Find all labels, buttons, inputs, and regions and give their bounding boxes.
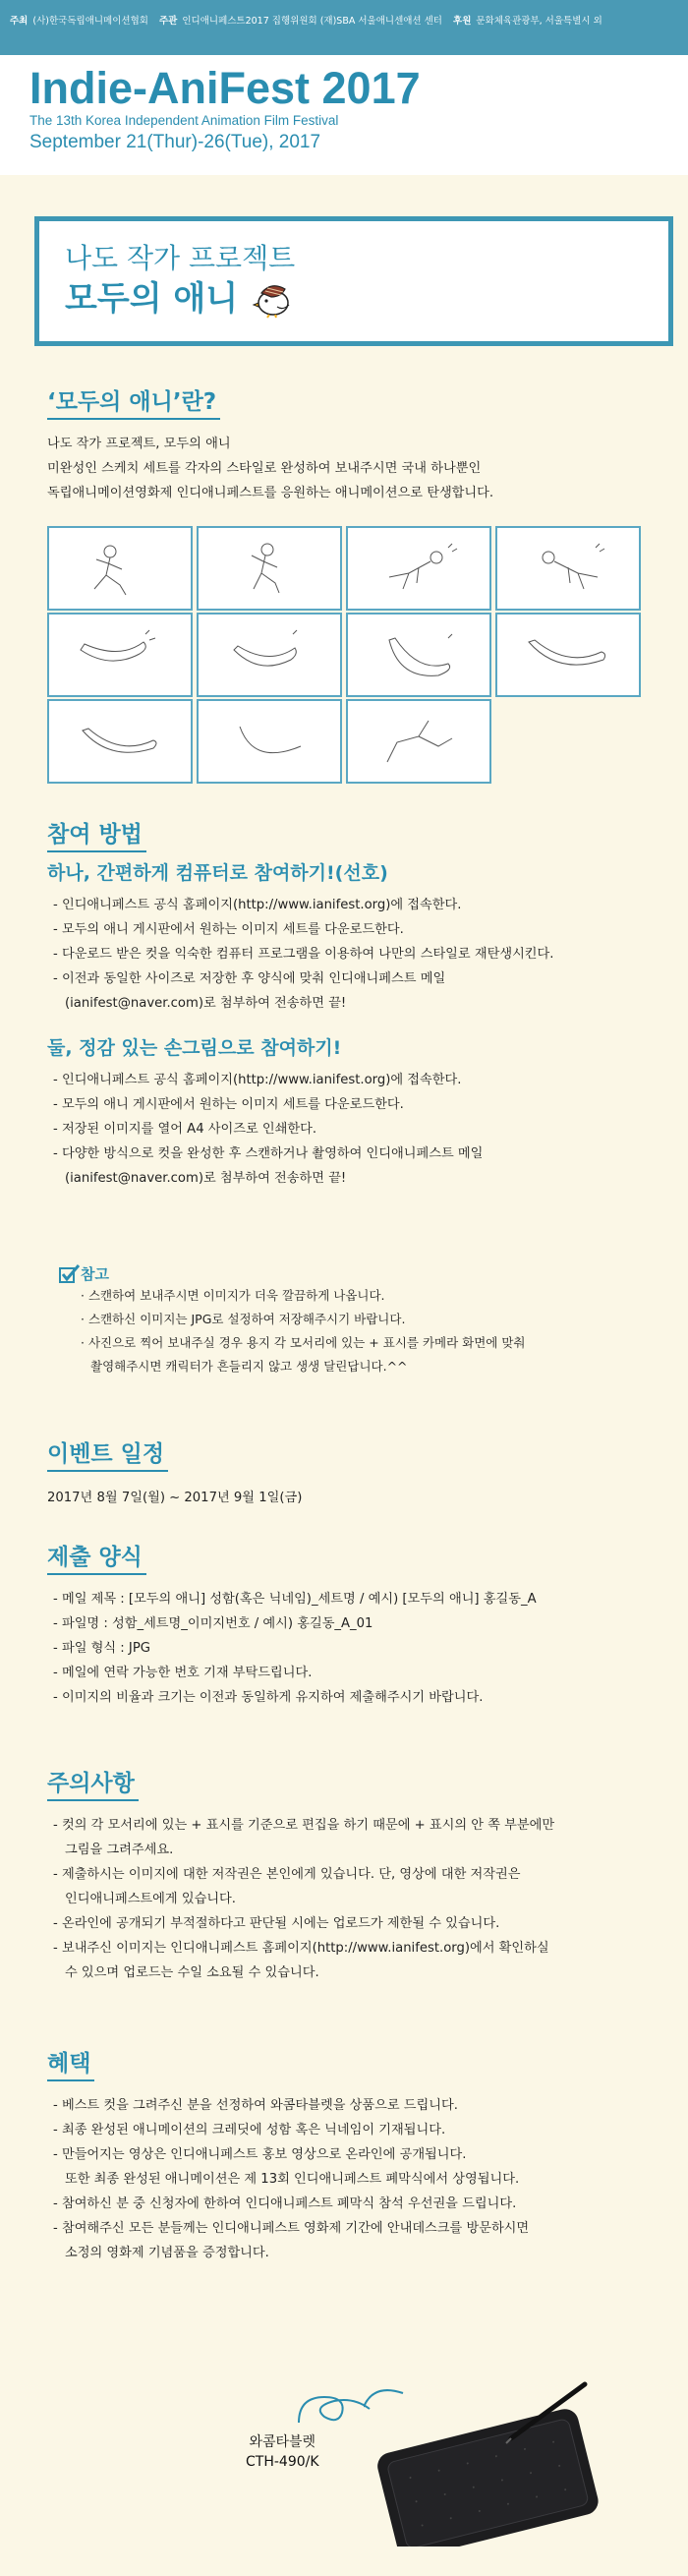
- format-list: [47, 1587, 537, 1710]
- list-item: - 파일명 : 성함_세트명_이미지번호 / 예시) 홍길동_A_01: [53, 1616, 373, 1631]
- participate-section: [47, 816, 553, 1191]
- list-item: - 이전과 동일한 사이즈로 저장한 후 양식에 맞춰 인디애니페스트 메일: [53, 971, 446, 986]
- caution-heading: 주의사항: [47, 1765, 139, 1801]
- list-item: - 모두의 애니 게시판에서 원하는 이미지 세트를 다운로드한다.: [53, 1097, 404, 1112]
- project-title-box: [34, 216, 673, 346]
- about-line: 미완성인 스케치 세트를 각자의 스타일로 완성하여 보내주시면 국내 하나뿐인: [47, 461, 482, 476]
- sponsor-label: 후원: [453, 16, 472, 27]
- schedule-section: [47, 1435, 302, 1510]
- list-item: - 최종 완성된 애니메이션의 크레딧에 성함 혹은 닉네임이 기재됩니다.: [53, 2123, 446, 2137]
- host-text: (사)한국독립애니메이션협회: [32, 16, 148, 27]
- sketch-frame: [346, 526, 491, 611]
- about-line: 나도 작가 프로젝트, 모두의 애니: [47, 437, 231, 451]
- list-item: - 다운로드 받은 컷을 익숙한 컴퓨터 프로그램을 이용하여 나만의 스타일로 재탄생시킨다.: [53, 947, 554, 962]
- benefit-section: [47, 2045, 529, 2265]
- list-item: - 인디애니페스트 공식 홈페이지(http://www.ianifest.org)에 접속한다.: [53, 898, 462, 912]
- host-label: 주최: [10, 16, 29, 27]
- note-line: 촬영해주시면 캐릭터가 흔들리지 않고 생생 달린답니다.^^: [90, 1359, 408, 1374]
- format-heading: 제출 양식: [47, 1539, 146, 1575]
- about-heading: ‘모두의 애니’란?: [47, 383, 220, 420]
- list-item: - 온라인에 공개되기 부적절하다고 판단될 시에는 업로드가 제한될 수 있습니다.: [53, 1916, 500, 1931]
- list-item: 그림을 그려주세요.: [65, 1843, 174, 1857]
- festival-date: September 21(Thur)-26(Tue), 2017: [29, 132, 321, 152]
- sketch-frame: [495, 526, 641, 611]
- benefit-list: [47, 2093, 529, 2265]
- list-item: - 만들어지는 영상은 인디애니페스트 홍보 영상으로 온라인에 공개됩니다.: [53, 2147, 467, 2162]
- list-item: - 참여하신 분 중 신청자에 한하여 인디애니페스트 폐막식 참석 우선권을 드립니다.: [53, 2196, 517, 2211]
- caution-section: [47, 1765, 554, 1985]
- method2-list: [47, 1068, 553, 1191]
- list-item: - 컷의 각 모서리에 있는 + 표시를 기준으로 편집을 하기 때문에 + 표시의 안 쪽 부분에만: [53, 1818, 555, 1833]
- note-line: · 스캔하신 이미지는 JPG로 설정하여 저장해주시기 바랍니다.: [81, 1312, 406, 1326]
- sketch-frame: [47, 613, 193, 697]
- list-item: - 인디애니페스트 공식 홈페이지(http://www.ianifest.org)에 접속한다.: [53, 1073, 462, 1087]
- sponsor-bar: [0, 0, 688, 55]
- about-line: 독립애니메이션영화제 인디애니페스트를 응원하는 애니메이션으로 탄생합니다.: [47, 486, 494, 500]
- sketch-frame: [346, 699, 491, 784]
- method1-title: 하나, 간편하게 컴퓨터로 참여하기!(선호): [47, 862, 388, 884]
- list-item: - 참여해주신 모든 분들께는 인디애니페스트 영화제 기간에 안내데스크를 방문하시면: [53, 2221, 530, 2236]
- note-heading: [59, 1263, 526, 1284]
- sketch-frame: [197, 613, 342, 697]
- sketch-frame: [197, 699, 342, 784]
- sketch-frame: [346, 613, 491, 697]
- list-item: - 제출하시는 이미지에 대한 저작권은 본인에게 있습니다. 단, 영상에 대한 저작권은: [53, 1867, 521, 1882]
- festival-header: [0, 55, 688, 175]
- drawing-tablet-image: [364, 2379, 609, 2547]
- list-item: 또한 최종 완성된 애니메이션은 제 13회 인디애니페스트 폐막식에서 상영됩니다.: [65, 2172, 520, 2187]
- prize-model: CTH-490/K: [246, 2454, 319, 2470]
- list-item: - 메일 제목 : [모두의 애니] 성함(혹은 닉네임)_세트명 / 예시) [모두의 애니] 홍길동_A: [53, 1592, 537, 1607]
- organizer-text: 인디애니페스트2017 집행위원회 (재)SBA 서울애니센애션 센터: [182, 16, 442, 27]
- sketch-frame: [47, 526, 193, 611]
- sketch-grid: [47, 526, 637, 784]
- note-line: · 스캔하여 보내주시면 이미지가 더욱 깔끔하게 나옵니다.: [81, 1288, 385, 1303]
- list-item: 수 있으며 업로드는 수일 소요될 수 있습니다.: [65, 1965, 319, 1980]
- note-title: 참고: [81, 1265, 109, 1283]
- list-item: (ianifest@naver.com)로 첨부하여 전송하면 끝!: [65, 996, 347, 1011]
- list-item: - 저장된 이미지를 열어 A4 사이즈로 인쇄한다.: [53, 1122, 317, 1137]
- list-item: - 이미지의 비율과 크기는 이전과 동일하게 유지하여 제출해주시기 바랍니다.: [53, 1690, 484, 1705]
- checkbox-check-icon: [59, 1264, 81, 1284]
- method2-title: 둘, 정감 있는 손그림으로 참여하기!: [47, 1037, 342, 1059]
- list-item: - 메일에 연락 가능한 번호 기재 부탁드립니다.: [53, 1666, 313, 1680]
- about-section: [47, 383, 493, 505]
- schedule-heading: 이벤트 일정: [47, 1435, 168, 1472]
- list-item: 소정의 영화제 기념품을 증정합니다.: [65, 2246, 269, 2260]
- list-item: - 파일 형식 : JPG: [53, 1641, 150, 1656]
- format-section: [47, 1539, 537, 1710]
- list-item: (ianifest@naver.com)로 첨부하여 전송하면 끝!: [65, 1171, 347, 1186]
- festival-title: Indie-AniFest 2017: [29, 63, 421, 113]
- sketch-frame: [47, 699, 193, 784]
- project-title-line2: 모두의 애니: [65, 279, 239, 319]
- content-area: [20, 197, 668, 2566]
- project-title-row: [65, 276, 668, 322]
- schedule-text: 2017년 8월 7일(월) ~ 2017년 9월 1일(금): [47, 1491, 303, 1505]
- caution-list: [47, 1813, 554, 1985]
- prize-label: [246, 2432, 319, 2472]
- curl-decoration: [295, 2389, 373, 2429]
- list-item: 인디애니페스트에게 있습니다.: [65, 1892, 236, 1906]
- list-item: - 다양한 방식으로 컷을 완성한 후 스캔하거나 촬영하여 인디애니페스트 메일: [53, 1146, 484, 1161]
- curl-icon: [295, 2389, 373, 2429]
- method1-list: [47, 893, 553, 1016]
- participate-heading: 참여 방법: [47, 816, 146, 852]
- organizer-label: 주관: [158, 16, 178, 27]
- benefit-heading: 혜택: [47, 2045, 94, 2081]
- list-item: - 모두의 애니 게시판에서 원하는 이미지 세트를 다운로드한다.: [53, 922, 404, 937]
- bird-mascot-icon: [252, 279, 297, 319]
- prize-name: 와콤타블렛: [249, 2434, 316, 2450]
- list-item: - 베스트 컷을 그려주신 분을 선정하여 와콤타블렛을 상품으로 드립니다.: [53, 2098, 458, 2113]
- festival-subtitle: The 13th Korea Independent Animation Film Festival: [29, 113, 339, 128]
- sketch-frame: [495, 613, 641, 697]
- sketch-frame: [197, 526, 342, 611]
- note-line: · 사진으로 찍어 보내주실 경우 용지 각 모서리에 있는 + 표시를 카메라 화면에 맞춰: [81, 1335, 526, 1350]
- note-box: [59, 1263, 526, 1378]
- sponsor-text: 문화체육관광부, 서울특별시 외: [476, 16, 602, 27]
- list-item: - 보내주신 이미지는 인디애니페스트 홈페이지(http://www.ianifest.org)에서 확인하실: [53, 1941, 549, 1956]
- project-title-line1: 나도 작가 프로젝트: [65, 242, 296, 274]
